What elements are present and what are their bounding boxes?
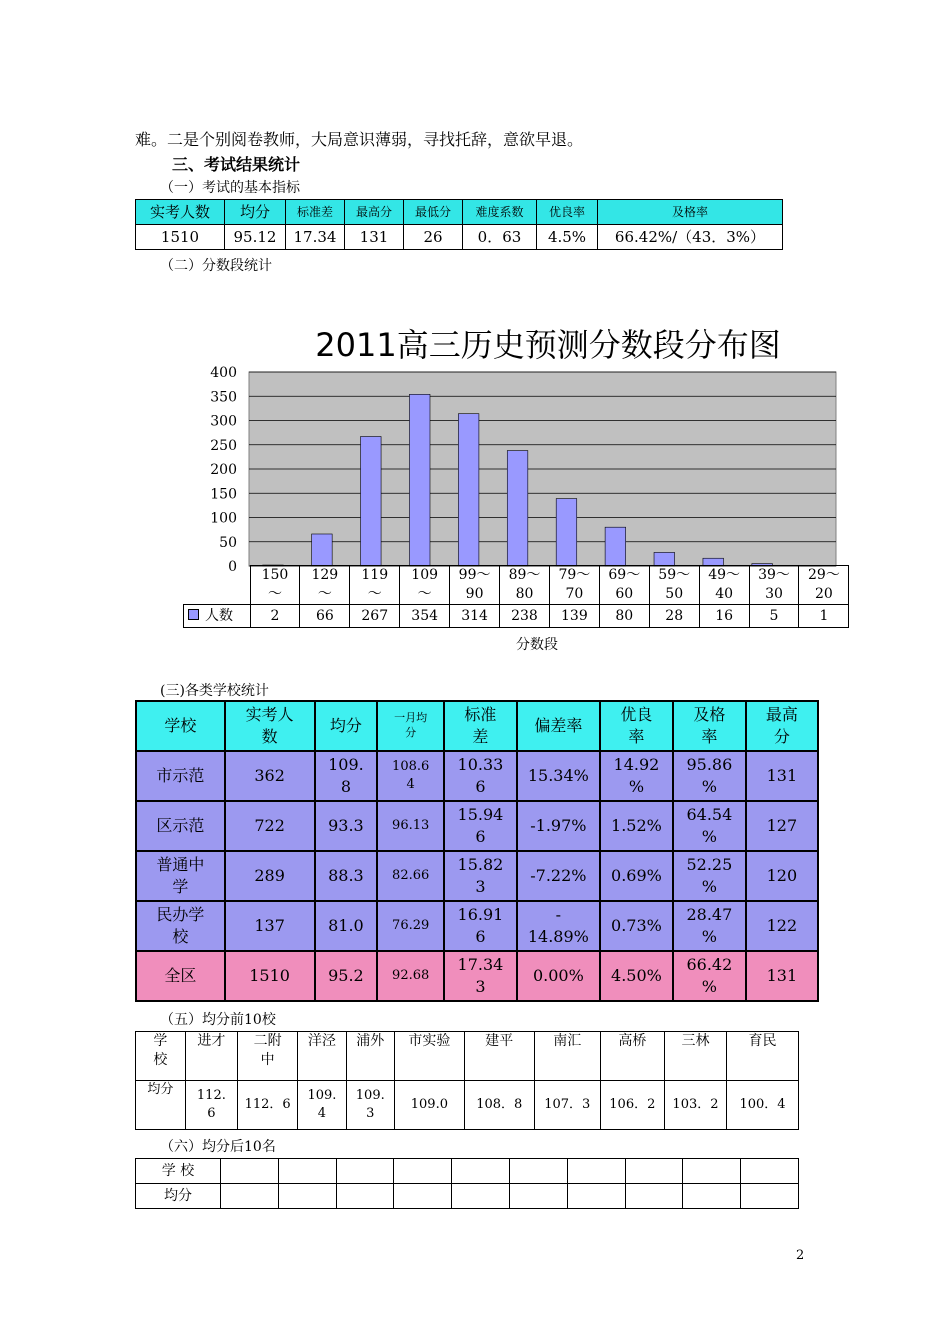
table6-school-row bbox=[136, 1159, 799, 1184]
t6-label-school: 学 校 bbox=[136, 1159, 221, 1184]
t3-cell: 0.73% bbox=[600, 901, 673, 951]
t3-header-cell: 实考人 数 bbox=[225, 701, 315, 751]
t3-cell: 66.42 % bbox=[673, 951, 746, 1001]
t1-v5: 0．63 bbox=[463, 225, 537, 250]
value-label: 139 bbox=[549, 605, 599, 628]
t3-cell: 95.2 bbox=[315, 951, 378, 1001]
value-label: 267 bbox=[350, 605, 400, 628]
sub-2-title: （二）分数段统计 bbox=[160, 258, 272, 274]
t5-school-cell: 市实验 bbox=[394, 1032, 464, 1081]
table3-header-row bbox=[136, 701, 818, 751]
category-label: 150 ～ bbox=[250, 566, 300, 605]
t3-cell: 52.25 % bbox=[673, 851, 746, 901]
intro-line: 难。二是个别阅卷教师，大局意识薄弱，寻找托辞，意欲早退。 bbox=[135, 130, 584, 149]
table5-school-row bbox=[136, 1032, 799, 1081]
chart-plot-area bbox=[210, 365, 836, 575]
t3-cell: 92.68 bbox=[377, 951, 444, 1001]
t5-score-cell: 109. 3 bbox=[346, 1081, 394, 1130]
t5-school-cell: 建平 bbox=[464, 1032, 534, 1081]
value-label: 1 bbox=[799, 605, 849, 628]
value-label: 5 bbox=[749, 605, 799, 628]
table1-value-row bbox=[136, 225, 783, 250]
t3-cell: 362 bbox=[225, 751, 315, 801]
value-label: 80 bbox=[599, 605, 649, 628]
basic-indicators-table bbox=[135, 199, 783, 250]
t3-cell: -7.22% bbox=[517, 851, 600, 901]
t3-cell: 88.3 bbox=[315, 851, 378, 901]
t6-label-score: 均分 bbox=[136, 1184, 221, 1209]
category-label: 89～ 80 bbox=[500, 566, 550, 605]
t1-h2: 标准差 bbox=[286, 200, 345, 225]
t3-cell: 76.29 bbox=[377, 901, 444, 951]
chart-category-table bbox=[183, 565, 849, 628]
value-label: 66 bbox=[300, 605, 350, 628]
t3-cell: 1.52% bbox=[600, 801, 673, 851]
t3-cell: 16.91 6 bbox=[444, 901, 517, 951]
value-label: 238 bbox=[500, 605, 550, 628]
bar bbox=[605, 527, 626, 566]
t3-cell: 市示范 bbox=[136, 751, 225, 801]
t3-cell: 全区 bbox=[136, 951, 225, 1001]
t1-h7: 及格率 bbox=[598, 200, 783, 225]
t3-cell: -1.97% bbox=[517, 801, 600, 851]
t3-cell: 131 bbox=[746, 951, 818, 1001]
t5-score-cell: 106．2 bbox=[600, 1081, 664, 1130]
table-row bbox=[136, 751, 818, 801]
t5-school-cell: 南汇 bbox=[534, 1032, 600, 1081]
t1-h3: 最高分 bbox=[345, 200, 404, 225]
t3-cell: 131 bbox=[746, 751, 818, 801]
bottom10-schools-table bbox=[135, 1158, 799, 1209]
y-tick-label: 400 bbox=[210, 365, 237, 381]
t3-cell: 区示范 bbox=[136, 801, 225, 851]
t3-header-cell: 标准 差 bbox=[444, 701, 517, 751]
t5-score-cell: 108．8 bbox=[464, 1081, 534, 1130]
t3-cell: 289 bbox=[225, 851, 315, 901]
table5-score-row bbox=[136, 1081, 799, 1130]
t3-cell: 17.34 3 bbox=[444, 951, 517, 1001]
t1-v1: 95.12 bbox=[225, 225, 286, 250]
t1-h1: 均分 bbox=[225, 200, 286, 225]
value-label: 2 bbox=[250, 605, 300, 628]
y-tick-label: 50 bbox=[219, 534, 237, 551]
t3-cell: 81.0 bbox=[315, 901, 378, 951]
t5-school-cell: 学 校 bbox=[136, 1032, 186, 1081]
bar bbox=[556, 499, 577, 566]
category-label: 49～ 40 bbox=[699, 566, 749, 605]
t3-cell: 122 bbox=[746, 901, 818, 951]
t3-cell: 4.50% bbox=[600, 951, 673, 1001]
sub-1-title: （一）考试的基本指标 bbox=[160, 180, 300, 196]
table-row bbox=[136, 851, 818, 901]
chart-legend-row bbox=[184, 605, 849, 628]
value-label: 354 bbox=[400, 605, 450, 628]
category-label: 109 ～ bbox=[400, 566, 450, 605]
sub-5-title: （五）均分前10校 bbox=[160, 1012, 276, 1028]
t3-cell: 96.13 bbox=[377, 801, 444, 851]
category-label: 69～ 60 bbox=[599, 566, 649, 605]
t3-cell: 0.00% bbox=[517, 951, 600, 1001]
category-label: 39～ 30 bbox=[749, 566, 799, 605]
top10-schools-table bbox=[135, 1031, 799, 1130]
t3-cell: 108.6 4 bbox=[377, 751, 444, 801]
t5-score-cell: 103．2 bbox=[664, 1081, 726, 1130]
t1-v2: 17.34 bbox=[286, 225, 345, 250]
t3-header-cell: 学校 bbox=[136, 701, 225, 751]
t5-score-cell: 112. 6 bbox=[185, 1081, 237, 1130]
t1-h0: 实考人数 bbox=[136, 200, 225, 225]
t3-cell: 10.33 6 bbox=[444, 751, 517, 801]
t3-cell: 64.54 % bbox=[673, 801, 746, 851]
sub-3-title: (三)各类学校统计 bbox=[160, 683, 269, 699]
bar bbox=[312, 534, 333, 566]
t5-score-cell: 109.0 bbox=[394, 1081, 464, 1130]
category-label: 29～ 20 bbox=[799, 566, 849, 605]
y-tick-label: 0 bbox=[228, 559, 237, 575]
t3-cell: 722 bbox=[225, 801, 315, 851]
bar bbox=[654, 552, 675, 566]
t5-school-cell: 高桥 bbox=[600, 1032, 664, 1081]
t3-header-cell: 一月均 分 bbox=[377, 701, 444, 751]
t3-cell: 民办学 校 bbox=[136, 901, 225, 951]
t5-school-cell: 进才 bbox=[185, 1032, 237, 1081]
bar bbox=[507, 451, 528, 566]
y-tick-label: 200 bbox=[210, 462, 237, 478]
legend-entry bbox=[184, 605, 251, 628]
category-label: 79～ 70 bbox=[549, 566, 599, 605]
t5-school-cell: 洋泾 bbox=[298, 1032, 346, 1081]
bar bbox=[458, 414, 479, 566]
bar bbox=[361, 437, 382, 566]
t3-cell: 82.66 bbox=[377, 851, 444, 901]
table-row bbox=[136, 951, 818, 1001]
school-type-table bbox=[135, 700, 819, 1002]
y-tick-label: 300 bbox=[210, 413, 237, 430]
table1-header-row bbox=[136, 200, 783, 225]
t1-v6: 4.5% bbox=[537, 225, 598, 250]
sub-6-title: （六）均分后10名 bbox=[160, 1139, 276, 1155]
t3-cell: 95.86 % bbox=[673, 751, 746, 801]
category-label: 119 ～ bbox=[350, 566, 400, 605]
t3-header-cell: 最高 分 bbox=[746, 701, 818, 751]
t3-cell: 15.34% bbox=[517, 751, 600, 801]
t3-cell: 127 bbox=[746, 801, 818, 851]
t3-cell: 15.94 6 bbox=[444, 801, 517, 851]
t3-cell: 120 bbox=[746, 851, 818, 901]
t1-v4: 26 bbox=[404, 225, 463, 250]
chart-title: 2011高三历史预测分数段分布图 bbox=[315, 326, 781, 364]
y-tick-label: 100 bbox=[210, 510, 237, 527]
category-label: 129 ～ bbox=[300, 566, 350, 605]
value-label: 28 bbox=[649, 605, 699, 628]
value-label: 16 bbox=[699, 605, 749, 628]
t1-h4: 最低分 bbox=[404, 200, 463, 225]
y-tick-label: 250 bbox=[210, 437, 237, 454]
t1-v3: 131 bbox=[345, 225, 404, 250]
t3-cell: - 14.89% bbox=[517, 901, 600, 951]
t5-score-cell: 107．3 bbox=[534, 1081, 600, 1130]
t3-header-cell: 偏差率 bbox=[517, 701, 600, 751]
page-number: 2 bbox=[796, 1248, 805, 1263]
t5-score-cell: 109. 4 bbox=[298, 1081, 346, 1130]
section-3-title: 三、考试结果统计 bbox=[172, 155, 301, 174]
table6-score-row bbox=[136, 1184, 799, 1209]
chart-xlabel: 分数段 bbox=[516, 637, 558, 653]
t1-h5: 难度系数 bbox=[463, 200, 537, 225]
t3-header-cell: 均分 bbox=[315, 701, 378, 751]
t3-cell: 93.3 bbox=[315, 801, 378, 851]
legend-label: 人数 bbox=[205, 607, 233, 624]
y-tick-label: 350 bbox=[210, 389, 237, 406]
y-tick-label: 150 bbox=[210, 486, 237, 503]
table-row bbox=[136, 801, 818, 851]
t3-header-cell: 及格 率 bbox=[673, 701, 746, 751]
category-label: 99～ 90 bbox=[450, 566, 500, 605]
t3-cell: 14.92 % bbox=[600, 751, 673, 801]
legend-swatch bbox=[188, 609, 199, 620]
t5-school-cell: 浦外 bbox=[346, 1032, 394, 1081]
t3-header-cell: 优良 率 bbox=[600, 701, 673, 751]
t1-v7: 66.42%/（43．3%） bbox=[598, 225, 783, 250]
t5-school-cell: 育民 bbox=[727, 1032, 799, 1081]
t3-cell: 普通中 学 bbox=[136, 851, 225, 901]
t1-v0: 1510 bbox=[136, 225, 225, 250]
t5-school-cell: 二附 中 bbox=[238, 1032, 298, 1081]
t3-cell: 0.69% bbox=[600, 851, 673, 901]
category-corner bbox=[184, 566, 251, 605]
t3-cell: 15.82 3 bbox=[444, 851, 517, 901]
t1-h6: 优良率 bbox=[537, 200, 598, 225]
t3-cell: 109. 8 bbox=[315, 751, 378, 801]
bar bbox=[409, 394, 430, 566]
t3-cell: 137 bbox=[225, 901, 315, 951]
t3-cell: 28.47 % bbox=[673, 901, 746, 951]
t5-school-cell: 三林 bbox=[664, 1032, 726, 1081]
t3-cell: 1510 bbox=[225, 951, 315, 1001]
chart-category-row bbox=[184, 566, 849, 605]
value-label: 314 bbox=[450, 605, 500, 628]
category-label: 59～ 50 bbox=[649, 566, 699, 605]
t5-score-cell: 112．6 bbox=[238, 1081, 298, 1130]
t5-score-cell: 100．4 bbox=[727, 1081, 799, 1130]
t5-score-cell: 均分 bbox=[136, 1081, 186, 1130]
table-row bbox=[136, 901, 818, 951]
